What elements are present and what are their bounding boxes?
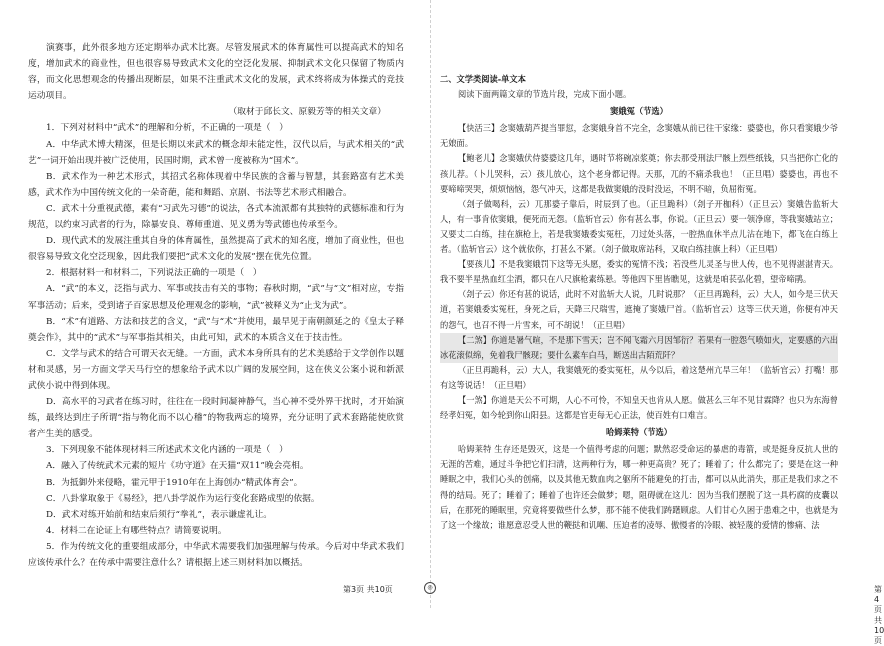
passage-2-title: 哈姆莱特（节选） [606,427,672,438]
passage-1-title: 窦娥冤（节选） [610,106,668,117]
question-3-option-c: C．八卦掌取象于《易经》，把八卦学説作为运行变化套路成型的依据。 [46,493,320,504]
left-page-number: 第3页 共10页 [343,585,393,594]
question-1-option-b: B．武术作为一种艺术形式，其招式名称体现着中华民族的含蓄与智慧，其套路富有艺术美感，武术作为中国传统文化的一朵奇葩，能和舞蹈、京剧、书法等艺术形式相融合。 [28,171,404,198]
intro-paragraph: 演赛事，此外很多地方还定期举办武术比赛。尽管发展武术的体育属性可以提高武术的知名度，增加武术的商业性，但也很容易导致武术文化的空泛化发展、抑制武术文化只保留了物质内容，而文化思想观念的传播出现断层，如果不注重武术文化的发展，武术终将成为体操式的竞技运动项目。 [28,43,404,102]
passage-1-para-1: 【快活三】念窦娥葫芦提当罪愆，念窦娥身首不完全，念窦娥从前已往干家缘：婆婆也，你只看窦娥少爷无娘面。 [440,123,838,149]
question-2-option-d: D．高水平的习武者在练习时，往往在一段时间凝神静气，当心神不受外界干扰时，才开始演练，最终达到庄子所谓“指与物化而不以心稽”的物我两忘的境界，充分证明了武术套路能使欣赏者产生美的感受。 [28,397,404,440]
left-column [28,40,404,571]
right-page [430,0,884,645]
question-1-option-d: D．现代武术的发展注重其自身的体育属性，虽然提高了武术的知名度，增加了商业性，但也很容易导致文化空泛现象，因此我们要把“武术文化的发展”摆在优先位置。 [28,236,404,263]
passage-1-para-8: 【一煞】你道是天公不可期，人心不可怜，不知皇天也肯从人愿。做甚么三年不见甘霖降？也只为东海曾经孝妇冤，如今轮到你山阳县。这都是官吏每无心正法，使百姓有口难言。 [440,394,838,421]
question-2-option-b: B．“术”有道路、方法和技艺的含义，“武”与“术”并使用，最早见于南朝颜延之的《皇太子释奠会作》，其中的“武术”与军事指其相关，由此可知，武术的本质含义在于技击性。 [28,316,404,343]
passage-2-para-1: 哈姆莱特 生存还是毁灭，这是一个值得考虑的问题；默然忍受命运的暴虐的毒箭，或是挺身反抗人世的无涯的苦难，通过斗争把它们扫清，这两种行为，哪一种更高贵？死了；睡着了；什么都完了；要是在这一种睡眠之中，我们心头的创痛，以及其他无数血肉之躯所不能避免的打击，都可以从此消失，那正是我们求之不得的结局。死了；睡着了；睡着了也许还会做梦；嗯，阻碍就在这儿：因为当我们摆脱了这一具朽腐的皮囊以后，在那死的睡眠里，究竟将要做些什么梦，那不能不使我们踌躇顾虑。人们甘心久困于患难之中，也就是为了这一个缘故；谁愿意忍受人世的鞭挞和讥嘲、压迫者的凌辱、傲慢者的冷眼、被轻蔑的爱情的惨痛、法 [440,444,838,530]
source-citation: （取材于邱长文、原毅芳等的相关文章） [228,107,386,118]
question-4-stem: 4．材料二在论证上有哪些特点？请简要说明。 [46,525,227,536]
right-column [440,64,838,533]
passage-1-para-3: （刽子做喝科，云）兀那婆子靠后，时辰到了也。（正旦跪科）（刽子开枷科）（正旦云）窦娥告监斩大人，有一事肯依窦娥，便死而无怨。（监斩官云）你有甚么事，你说。（正旦云）要一领净席，等我窦娥站立；又要丈二白练，挂在旗枪上，若是我窦娥委实冤枉，刀过处头落，一腔热血休半点儿沾在地下，都飞在白练上者。（监斩官云）这个就依你，打甚么不紧。（刽子做取席站科，又取白练挂旗上科）（正旦唱） [440,198,838,255]
question-1-option-a: A．中华武术博大精深，但是长期以来武术的概念却未能定性，汉代以后，与武术相关的“武艺”一词开始出现并被广泛使用，民国时期，武术曾一度被称为“国术”。 [28,139,404,166]
question-3-option-b: B．为抵御外来侵略，霍元甲于1910年在上海创办“精武体育会”。 [46,477,303,488]
passage-1-para-2: 【鲍老儿】念窦娥伏侍婆婆这几年，遇时节将碗凉浆奠；你去那受刑法尸骸上烈些纸钱，只当把你亡化的孩儿荐。（卜儿哭科，云）孩儿放心，这个老身都记得。天那，兀的不痛杀我也！（正旦唱）婆婆也，再也不要啼啼哭哭，烦烦恼恼，怨气冲天，这都是我做窦娥的没时没运，不明不暗，负屈衔冤。 [440,153,838,194]
question-2-option-c: C．文学与武术的结合可谓天衣无缝。一方面，武术本身所具有的艺术美感给于文学创作以题材和灵感，另一方面文学天马行空的想象给予武术以广阔的发展空间，这在侠义公案小说和新派武侠小说中得到体现。 [28,348,404,391]
question-1-stem: 1．下列对材料中“武术”的理解和分析，不正确的一项是（ ） [46,123,289,134]
question-5-stem: 5．作为传统文化的重要组成部分，中华武术需要我们加强理解与传承。今后对中华武术我们应该传承什么？在传承中需要注意什么？请根据上述三则材料加以概括。 [28,541,404,568]
passage-1-para-7: （正旦再跪科，云）大人，我窦娥死的委实冤枉，从今以后，着这楚州亢旱三年！（监斩官云）打嘴！那有这等说话！（正旦唱） [440,364,838,390]
question-2-option-a: A．“武”的本义，泛指与武力、军事或技击有关的事物；春秋时期，“武”与“文”相对应，专指军事活动；后来，受到诸子百家思想及伦理观念的影响，“武”被释义为“止戈为武”。 [28,284,404,311]
question-2-stem: 2．根据材料一和材料二，下列说法正确的一项是（ ） [46,268,262,279]
question-3-stem: 3．下列现象不能体现材料三所述武术文化内涵的一项是（ ） [46,445,288,456]
binding-mark-icon: ◎ [424,582,436,594]
passage-1-para-6-highlighted: 【二煞】你道是暑气暄，不是那下雪天；岂不闻飞霜六月因邹衍？若果有一腔怨气喷如火，定要感的六出冰花滚似绵，免着我尸骸现；要什么素车白马，断送出古陌荒阡？ [440,333,838,363]
passage-1-para-4: 【要孩儿】不是我窦娥罚下这等无头愿，委实的冤情不浅；若没些儿灵圣与世人传，也不见得湛湛青天。我不要半星热血红尘洒，都只在八尺旗枪素练悬。等他四下里皆瞧见，这就是咱苌弘化碧，望帝啼鹃。 [440,259,838,285]
question-3-option-a: A．融入了传统武术元素的短片《功守道》在天猫“双11”晚会亮相。 [46,461,309,472]
question-3-option-d: D．武术对练开始前和结束后须行“拳礼”，表示谦虚礼让。 [46,509,272,520]
passage-1-para-5: （刽子云）你还有甚的说话，此时不对监斩大人说，几时说那？（正旦再跪科，云）大人，如今是三伏天道，若窦娥委实冤枉，身死之后，天降三尺瑞雪，遮掩了窦娥尸首。（监斩官云）这等三伏天道，你便有冲天的怨气，也召不得一片雪来，可不胡说！（正旦唱） [440,289,838,330]
section-title: 二、文学类阅读-单文本 [440,74,526,84]
left-page [0,0,430,608]
question-1-option-c: C．武术十分重视武德，素有“习武先习德”的说法，各式本流派都有其独特的武德标准和行为规范，以约束习武者的行为，除暴安良、尊师重道、见义勇为等武德也传承至今。 [28,203,404,231]
right-page-number: 第4页 共10页 [874,585,884,645]
reading-instruction: 阅读下面两篇文章的节选片段，完成下面小题。 [458,89,632,100]
